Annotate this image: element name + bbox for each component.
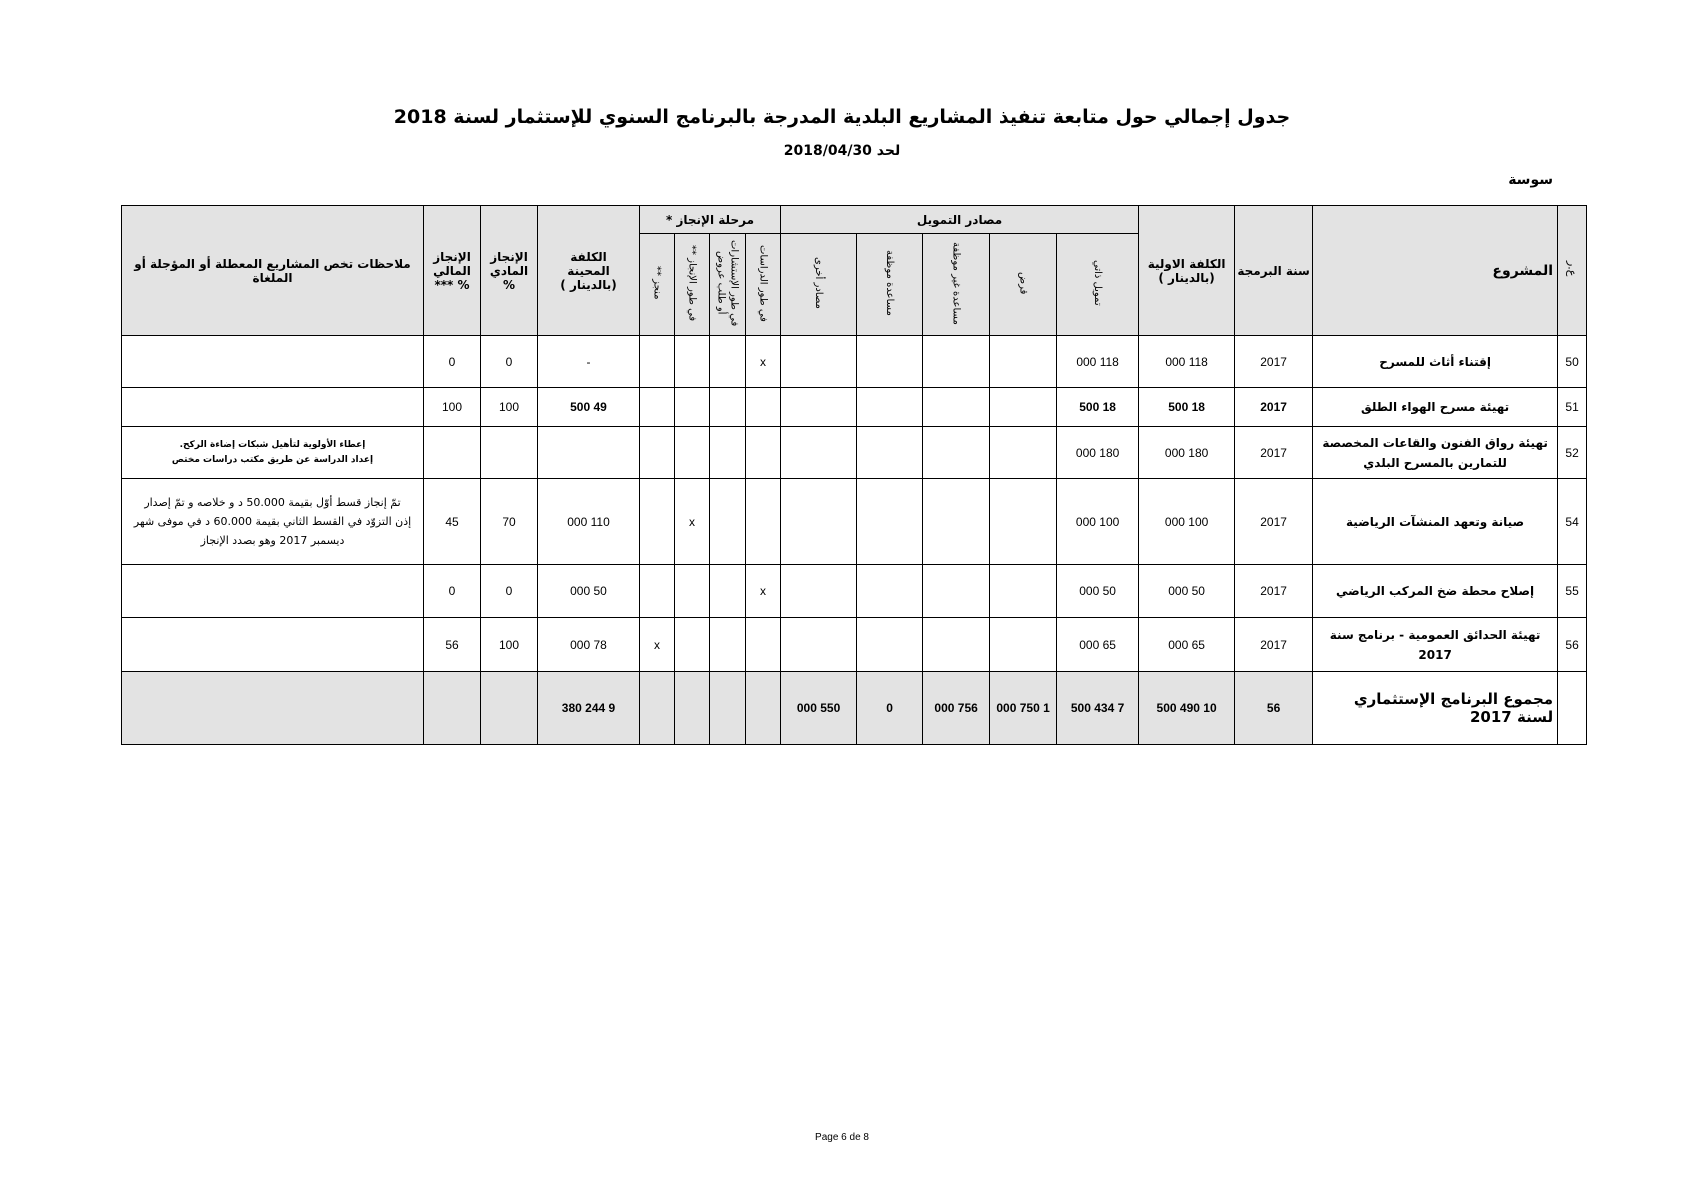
date-label: لحد (876, 143, 901, 159)
table-row (122, 618, 1587, 672)
header-physical: الإنجاز المادي % (481, 206, 538, 336)
row-unallocated (923, 427, 990, 479)
row-idx: 56 (1558, 618, 1587, 672)
total-other: 550 000 (781, 672, 857, 745)
row-year: 2017 (1235, 565, 1313, 618)
row-stage-consult (710, 388, 746, 427)
row-physical: 70 (481, 479, 538, 565)
row-financial (424, 427, 481, 479)
row-physical (481, 427, 538, 479)
row-stage-study (746, 427, 781, 479)
row-project: إقتناء أثاث للمسرح (1313, 336, 1558, 388)
row-loan (990, 479, 1057, 565)
note-line: تمّ إنجاز قسط أوّل بقيمة 50.000 د و خلاصه و تمّ إصدار (144, 496, 401, 509)
row-unallocated (923, 388, 990, 427)
note-line: ديسمبر 2017 وهو بصدد الإنجاز (200, 534, 345, 547)
row-financial: 56 (424, 618, 481, 672)
projects-table (121, 205, 1587, 745)
row-loan (990, 336, 1057, 388)
row-stage-consult (710, 618, 746, 672)
row-self-funding: 65 000 (1057, 618, 1139, 672)
table-row (122, 388, 1587, 427)
total-allocated: 0 (857, 672, 923, 745)
row-unallocated (923, 336, 990, 388)
header-year: سنة البرمجة (1235, 206, 1313, 336)
table-row (122, 336, 1587, 388)
row-project: تهيئة مسرح الهواء الطلق (1313, 388, 1558, 427)
total-row (122, 672, 1587, 745)
header-notes: ملاحظات تخص المشاريع المعطلة أو المؤجلة أو الملغاة (122, 206, 424, 336)
header-financial: الإنجاز المالي % *** (424, 206, 481, 336)
row-stage-done (640, 427, 675, 479)
row-initial-cost: 65 000 (1139, 618, 1235, 672)
header-stage-progress: في طور الإنجاز ** (675, 234, 710, 336)
row-allocated (857, 565, 923, 618)
row-unallocated (923, 479, 990, 565)
header-initial-cost: الكلفة الاولية (بالدينار ) (1139, 206, 1235, 336)
row-financial: 0 (424, 565, 481, 618)
row-notes (122, 427, 424, 479)
report-date (0, 143, 1684, 159)
total-empty (710, 672, 746, 745)
row-year: 2017 (1235, 388, 1313, 427)
header-updated-cost: الكلفة المحينة (بالدينار ) (538, 206, 640, 336)
total-loan: 1 750 000 (990, 672, 1057, 745)
row-initial-cost: 180 000 (1139, 427, 1235, 479)
row-allocated (857, 388, 923, 427)
row-other (781, 427, 857, 479)
row-stage-done (640, 388, 675, 427)
header-other-sources: مصادر أخرى (781, 234, 857, 336)
row-notes (122, 336, 424, 388)
row-physical: 100 (481, 618, 538, 672)
row-project: تهيئة الحدائق العمومية - برنامج سنة 2017 (1313, 618, 1558, 672)
date-value: 2018/04/30 (783, 143, 872, 159)
total-empty (746, 672, 781, 745)
row-project: تهيئة رواق الفنون والقاعات المخصصة للتمارين بالمسرح البلدي (1313, 427, 1558, 479)
row-financial: 100 (424, 388, 481, 427)
row-year: 2017 (1235, 336, 1313, 388)
row-loan (990, 427, 1057, 479)
row-other (781, 618, 857, 672)
total-idx (1558, 672, 1587, 745)
row-stage-progress (675, 618, 710, 672)
note-line: إذن التزوّد في القسط الثاني بقيمة 60.000 د في موفى شهر (133, 515, 412, 528)
row-self-funding: 18 500 (1057, 388, 1139, 427)
row-idx: 55 (1558, 565, 1587, 618)
row-stage-done: x (640, 618, 675, 672)
row-financial: 0 (424, 336, 481, 388)
header-loan: قرض (990, 234, 1057, 336)
row-loan (990, 388, 1057, 427)
row-stage-progress (675, 427, 710, 479)
row-other (781, 336, 857, 388)
header-stage-consult: في طور الإستشارات أو طلب عروض (710, 234, 746, 336)
row-stage-progress: x (675, 479, 710, 565)
row-updated-cost: 49 500 (538, 388, 640, 427)
row-stage-study (746, 479, 781, 565)
row-initial-cost: 50 000 (1139, 565, 1235, 618)
row-stage-study (746, 388, 781, 427)
row-self-funding: 100 000 (1057, 479, 1139, 565)
table-row (122, 427, 1587, 479)
row-project: إصلاح محطة ضخ المركب الرياضي (1313, 565, 1558, 618)
row-loan (990, 565, 1057, 618)
row-updated-cost: - (538, 336, 640, 388)
table-row (122, 479, 1587, 565)
header-self-funding: تمويل ذاتي (1057, 234, 1139, 336)
row-idx: 54 (1558, 479, 1587, 565)
row-notes (122, 565, 424, 618)
total-updated-cost: 9 244 380 (538, 672, 640, 745)
header-funding-sources: مصادر التمويل (781, 206, 1139, 234)
row-stage-consult (710, 565, 746, 618)
row-stage-done (640, 479, 675, 565)
row-allocated (857, 618, 923, 672)
row-idx: 51 (1558, 388, 1587, 427)
row-year: 2017 (1235, 479, 1313, 565)
row-initial-cost: 118 000 (1139, 336, 1235, 388)
table-row (122, 565, 1587, 618)
total-empty (640, 672, 675, 745)
row-project: صيانة وتعهد المنشآت الرياضية (1313, 479, 1558, 565)
municipality-name: سوسة (1508, 172, 1553, 188)
row-updated-cost: 110 000 (538, 479, 640, 565)
row-stage-consult (710, 427, 746, 479)
row-self-funding: 50 000 (1057, 565, 1139, 618)
total-unallocated: 756 000 (923, 672, 990, 745)
header-idx: ع.ر (1558, 206, 1587, 336)
row-stage-done (640, 565, 675, 618)
total-self-funding: 7 434 500 (1057, 672, 1139, 745)
total-empty (122, 672, 424, 745)
page-title: جدول إجمالي حول متابعة تنفيذ المشاريع البلدية المدرجة بالبرنامج السنوي للإستثمار لسنة 2018 (393, 106, 1291, 128)
row-year: 2017 (1235, 618, 1313, 672)
row-notes (122, 618, 424, 672)
row-other (781, 565, 857, 618)
row-notes (122, 388, 424, 427)
header-stage-done: منجز ** (640, 234, 675, 336)
row-other (781, 479, 857, 565)
note-line: إعداد الدراسة عن طريق مكتب دراسات مختص (171, 454, 374, 465)
row-physical: 100 (481, 388, 538, 427)
row-initial-cost: 18 500 (1139, 388, 1235, 427)
total-empty (675, 672, 710, 745)
row-physical: 0 (481, 565, 538, 618)
header-stage-study: في طور الدراسات (746, 234, 781, 336)
total-count: 56 (1235, 672, 1313, 745)
row-updated-cost: 50 000 (538, 565, 640, 618)
total-empty (424, 672, 481, 745)
row-allocated (857, 427, 923, 479)
header-allocated-aid: مساعدة موظفة (857, 234, 923, 336)
page-footer: Page 6 de 8 (815, 1132, 869, 1143)
row-allocated (857, 336, 923, 388)
row-financial: 45 (424, 479, 481, 565)
row-other (781, 388, 857, 427)
header-project: المشروع (1313, 206, 1558, 336)
total-label: مجموع البرنامج الإستثماري لسنة 2017 (1313, 672, 1558, 745)
total-initial-cost: 10 490 500 (1139, 672, 1235, 745)
row-notes (122, 479, 424, 565)
row-stage-study: x (746, 336, 781, 388)
note-line: إعطاء الأولوية لتأهيل شبكات إضاءة الركح. (179, 439, 366, 450)
row-stage-consult (710, 479, 746, 565)
row-self-funding: 118 000 (1057, 336, 1139, 388)
row-unallocated (923, 618, 990, 672)
row-stage-progress (675, 336, 710, 388)
row-updated-cost (538, 427, 640, 479)
row-idx: 52 (1558, 427, 1587, 479)
row-self-funding: 180 000 (1057, 427, 1139, 479)
row-stage-progress (675, 565, 710, 618)
row-initial-cost: 100 000 (1139, 479, 1235, 565)
row-idx: 50 (1558, 336, 1587, 388)
total-empty (481, 672, 538, 745)
row-stage-study: x (746, 565, 781, 618)
row-stage-study (746, 618, 781, 672)
row-allocated (857, 479, 923, 565)
row-physical: 0 (481, 336, 538, 388)
row-updated-cost: 78 000 (538, 618, 640, 672)
row-stage-done (640, 336, 675, 388)
header-stage: مرحلة الإنجاز * (640, 206, 781, 234)
row-stage-consult (710, 336, 746, 388)
row-unallocated (923, 565, 990, 618)
row-stage-progress (675, 388, 710, 427)
header-unallocated-aid: مساعدة غير موظفة (923, 234, 990, 336)
row-loan (990, 618, 1057, 672)
row-year: 2017 (1235, 427, 1313, 479)
